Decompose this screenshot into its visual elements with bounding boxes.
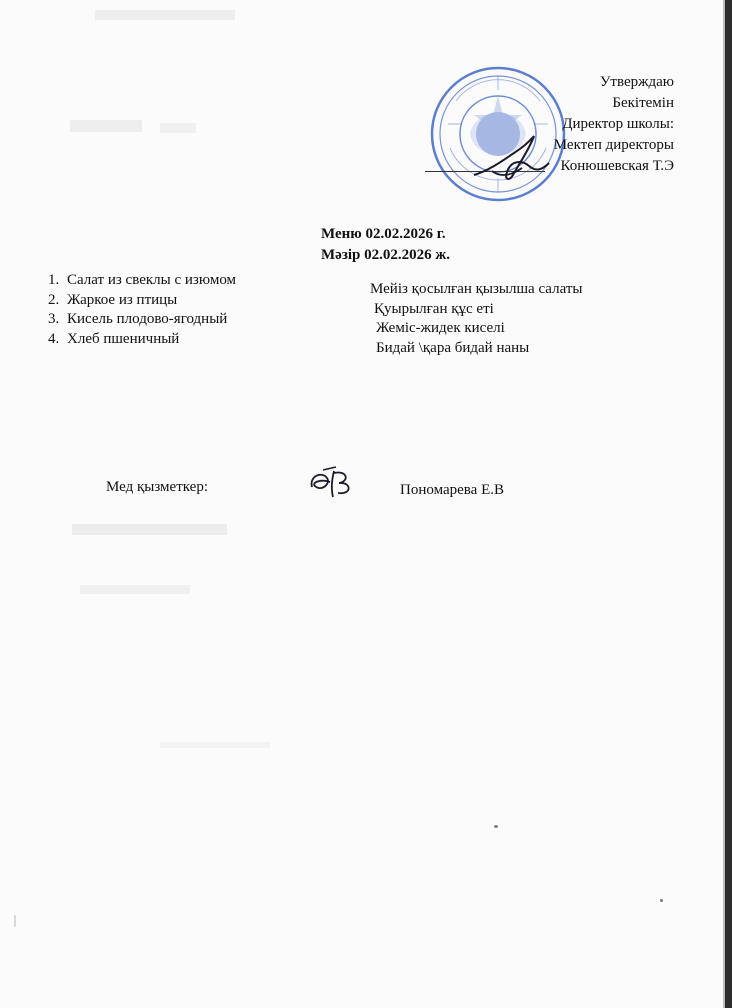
list-item: Бидай \қара бидай наны: [376, 339, 530, 356]
approve-kz: Бекітемін: [612, 95, 674, 111]
director-ru: Директор школы:: [562, 116, 674, 132]
menu-list-ru: [48, 271, 236, 349]
scan-edge-highlight: [723, 0, 725, 1008]
menu-title-block: [321, 224, 450, 266]
list-item: 3. Кисель плодово-ягодный: [48, 311, 228, 327]
menu-title-ru: Меню 02.02.2026 г.: [321, 226, 446, 242]
list-item: 1. Салат из свеклы с изюмом: [48, 272, 237, 288]
medical-staff-label: Мед қызметкер:: [106, 479, 209, 495]
show-through-mark: [160, 742, 270, 748]
scan-speck: [660, 899, 663, 902]
director-signature-icon: [470, 130, 552, 186]
show-through-mark: [160, 123, 196, 133]
medical-signature-icon: [304, 466, 362, 500]
approve-ru: Утверждаю: [599, 74, 674, 90]
list-item: Жеміс-жидек киселі: [376, 320, 505, 336]
director-name: Конюшевская Т.Э: [560, 158, 674, 174]
show-through-mark: [80, 585, 190, 594]
scan-speck: [14, 915, 16, 927]
menu-list-kz: [370, 280, 582, 358]
menu-title-kz: Мәзір 02.02.2026 ж.: [321, 247, 450, 263]
show-through-mark: [72, 524, 227, 535]
list-item: 2. Жаркое из птицы: [48, 291, 178, 308]
scan-speck: [494, 825, 498, 828]
list-item: Қуырылған құс еті: [374, 300, 494, 317]
show-through-mark: [95, 10, 235, 20]
list-item: Мейіз қосылған қызылша салаты: [370, 281, 583, 297]
show-through-mark: [70, 120, 142, 132]
scan-edge: [725, 0, 732, 1008]
list-item: 4. Хлеб пшеничный: [48, 330, 180, 347]
medical-staff-name: Пономарева Е.В: [400, 482, 504, 498]
director-kz: Мектеп директоры: [553, 137, 674, 153]
